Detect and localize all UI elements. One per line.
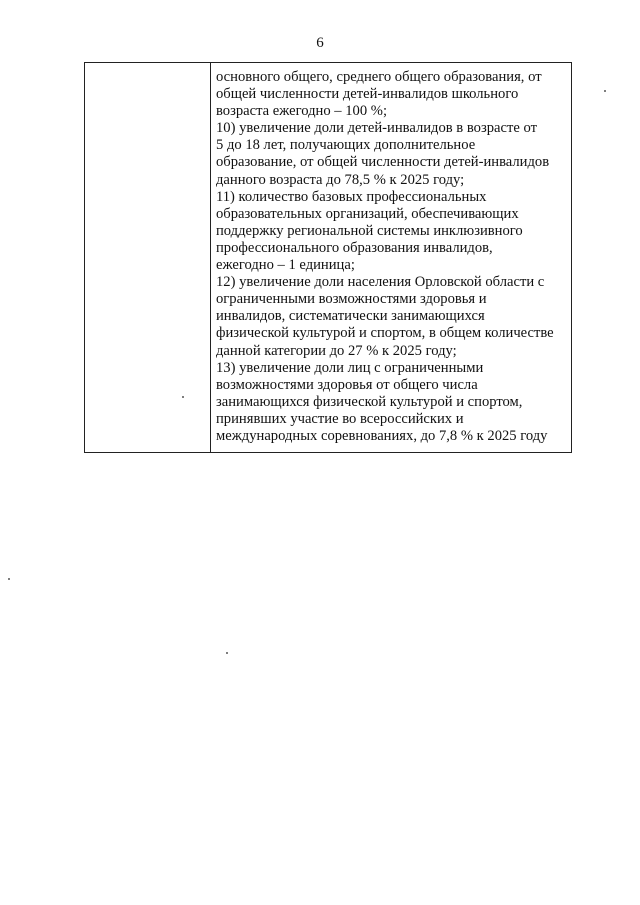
text-line: общей численности детей-инвалидов школьного [216, 86, 519, 103]
scan-speck [226, 652, 228, 654]
scan-speck [604, 90, 606, 92]
text-line: данного возраста до 78,5 % к 2025 году; [216, 171, 465, 188]
text-line: образовательных организаций, обеспечивающих [216, 205, 519, 222]
text-line: возможностями здоровья от общего числа [216, 376, 478, 393]
text-line: 13) увеличение доли лиц с ограниченными [216, 359, 484, 376]
table-cell-left [85, 63, 211, 453]
text-line: инвалидов, систематически занимающихся [216, 308, 485, 325]
text-line: поддержку региональной системы инклюзивного [216, 222, 523, 239]
text-line: международных соревнованиях, до 7,8 % к 2025 году [216, 427, 548, 444]
text-line: 11) количество базовых профессиональных [216, 188, 487, 205]
text-line: 12) увеличение доли населения Орловской области с [216, 274, 545, 291]
table-row [85, 63, 572, 453]
text-line: физической культурой и спортом, в общем количестве [216, 325, 554, 342]
text-line: основного общего, среднего общего образования, от [216, 69, 542, 85]
text-line: ежегодно – 1 единица; [216, 257, 355, 274]
text-line: 5 до 18 лет, получающих дополнительное [216, 137, 476, 154]
document-table [84, 62, 572, 453]
text-line: образование, от общей численности детей-инвалидов [216, 154, 550, 171]
scan-speck [182, 396, 184, 398]
text-line: принявших участие во всероссийских и [216, 410, 464, 427]
right-cell-text [211, 63, 571, 452]
text-line: профессионального образования инвалидов, [216, 239, 493, 256]
text-line: ограниченными возможностями здоровья и [216, 291, 487, 308]
text-line: возраста ежегодно – 100 %; [216, 103, 388, 120]
page-number: 6 [316, 35, 324, 51]
text-line: данной категории до 27 % к 2025 году; [216, 342, 457, 359]
scan-speck [8, 578, 10, 580]
text-line: 10) увеличение доли детей-инвалидов в возрасте от [216, 120, 537, 137]
table-cell-right [211, 63, 572, 453]
text-line: занимающихся физической культурой и спортом, [216, 393, 523, 410]
